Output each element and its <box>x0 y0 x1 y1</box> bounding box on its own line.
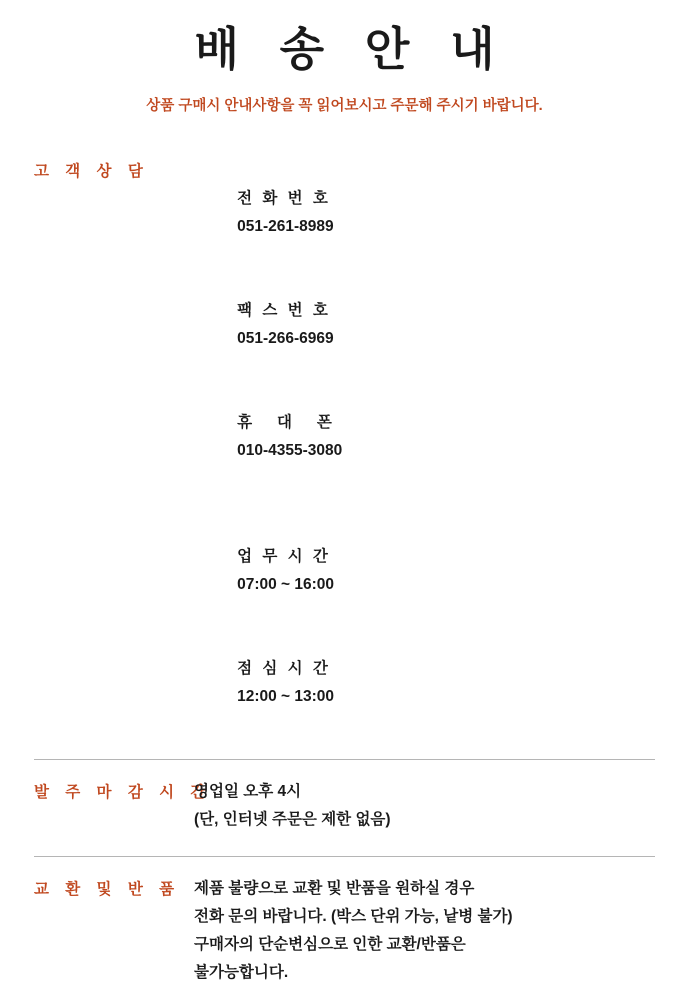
contact-label-mobile: 휴 대 폰 <box>237 413 335 431</box>
return-line-2: 전화 문의 바랍니다. (박스 단위 가능, 낱병 불가) <box>194 907 513 925</box>
contact-value-mobile: 010-4355-3080 <box>237 441 343 459</box>
section-body-order-cutoff <box>194 778 655 834</box>
contact-spacer <box>194 493 655 515</box>
contact-value-hours: 07:00 ~ 16:00 <box>237 575 335 593</box>
section-body-exchange-return <box>194 875 655 987</box>
contact-row-fax <box>194 269 655 381</box>
section-label-customer-support: 고 객 상 담 <box>34 162 149 180</box>
return-line-4: 불가능합니다. <box>194 963 289 981</box>
contact-value-phone: 051-261-8989 <box>237 217 334 235</box>
section-order-cutoff <box>34 759 655 856</box>
section-customer-support <box>34 151 655 759</box>
section-body-customer-support <box>194 157 655 739</box>
section-label-order-cutoff: 발 주 마 감 시 간 <box>34 783 212 801</box>
return-line-1: 제품 불량으로 교환 및 반품을 원하실 경우 <box>194 879 475 897</box>
contact-value-lunch: 12:00 ~ 13:00 <box>237 687 335 705</box>
contact-label-fax: 팩 스 번 호 <box>237 301 331 319</box>
contact-label-phone: 전 화 번 호 <box>237 189 331 207</box>
section-exchange-return <box>34 856 655 1007</box>
contact-value-fax: 051-266-6969 <box>237 329 334 347</box>
contact-label-hours: 업 무 시 간 <box>237 547 331 565</box>
page-subtitle: 상품 구매시 안내사항을 꼭 읽어보시고 주문해 주시기 바랍니다. <box>146 97 543 114</box>
contact-row-phone <box>194 157 655 269</box>
page-title: 배 송 안 내 <box>194 23 509 75</box>
return-line-3: 구매자의 단순변심으로 인한 교환/반품은 <box>194 935 466 953</box>
section-label-exchange-return: 교 환 및 반 품 <box>34 880 181 898</box>
shipping-info-page <box>0 20 689 981</box>
contact-label-lunch: 점 심 시 간 <box>237 659 331 677</box>
cutoff-line-1: 영업일 오후 4시 <box>194 782 302 800</box>
contact-row-mobile <box>194 381 655 493</box>
contact-row-hours <box>194 515 655 627</box>
contact-row-lunch <box>194 627 655 739</box>
cutoff-line-2: (단, 인터넷 주문은 제한 없음) <box>194 810 391 828</box>
info-sections <box>0 151 689 1007</box>
